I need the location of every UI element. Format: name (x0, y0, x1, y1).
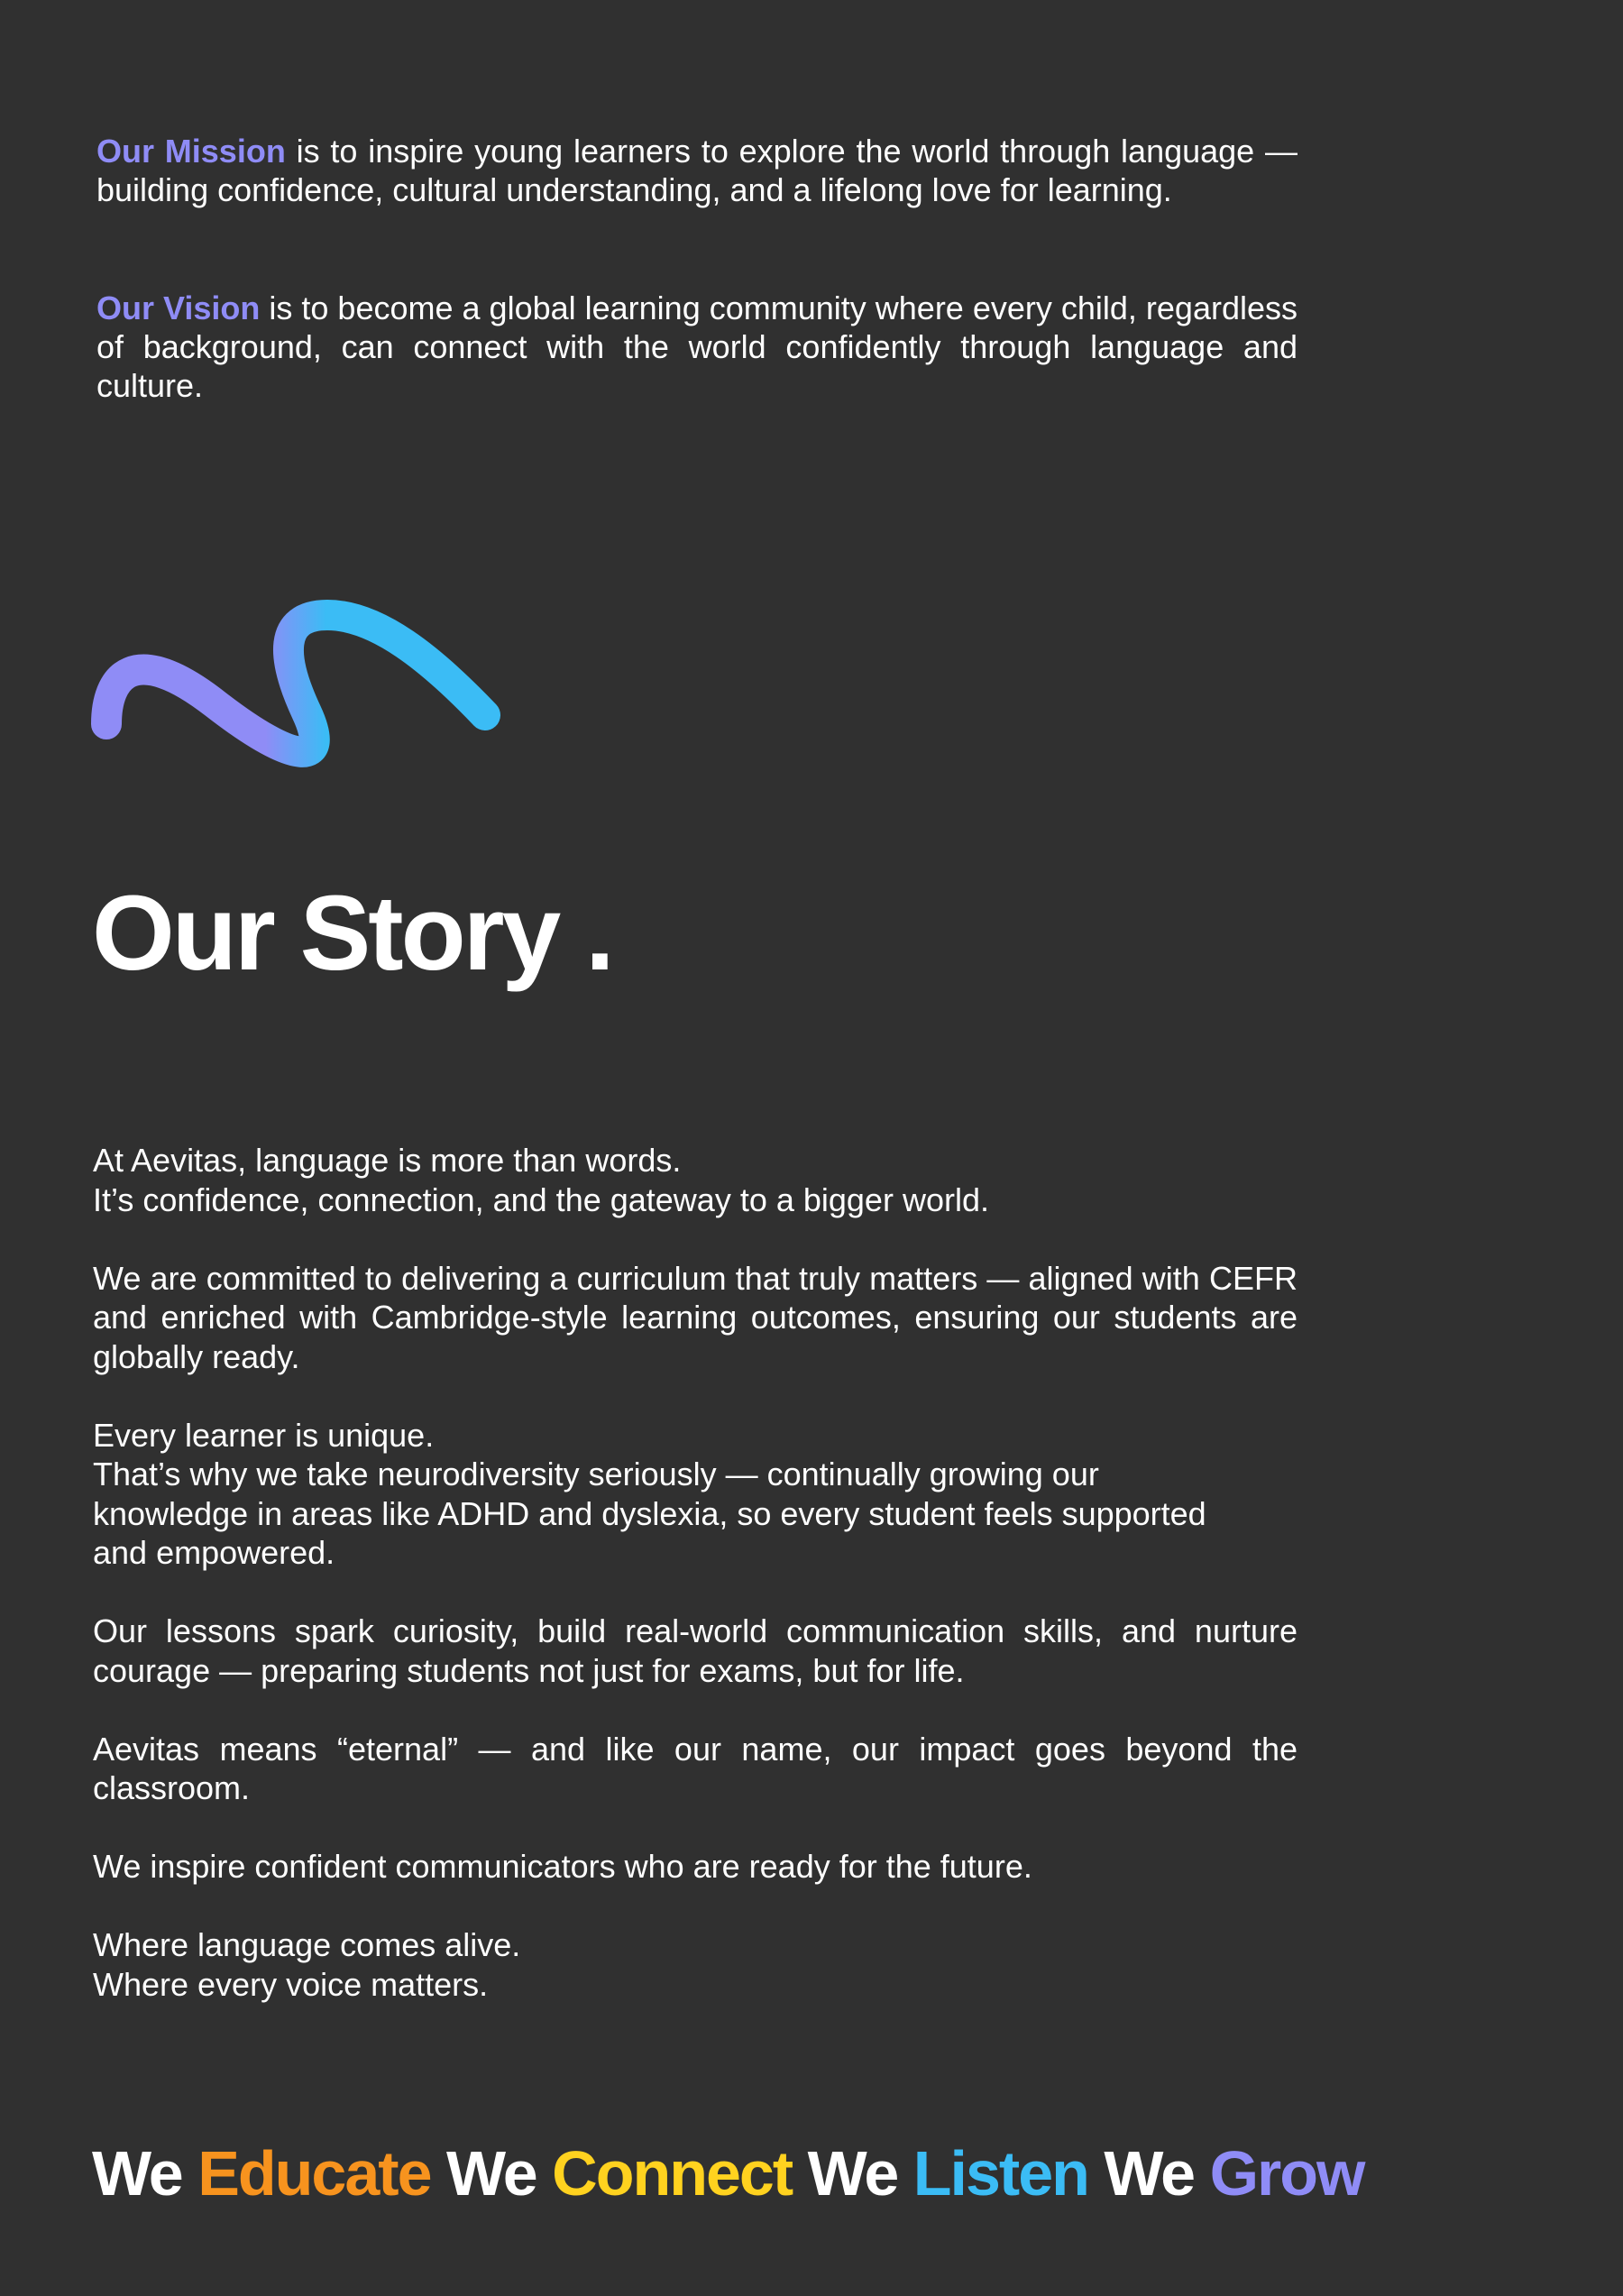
mission-statement (96, 132, 1297, 209)
tagline-word-educate: Educate (197, 2138, 431, 2209)
story-paragraph (93, 1259, 1297, 1377)
tagline (92, 2133, 1363, 2214)
mission-label: Our Mission (96, 133, 286, 170)
tagline-word: We (1087, 2138, 1210, 2209)
tagline-word: We (92, 2138, 198, 2209)
story-paragraph (93, 1925, 1297, 2004)
story-line: Every learner is unique. (93, 1416, 435, 1454)
tagline-word-grow: Grow (1209, 2138, 1364, 2209)
story-title: Our Story . (92, 874, 612, 993)
mission-text: is to inspire young learners to explore the world through language — building confidence, cultural understanding, and a lifelong love for learning. (96, 133, 1298, 208)
tagline-word: We (430, 2138, 553, 2209)
tagline-word-listen: Listen (912, 2138, 1088, 2209)
story-line: It’s confidence, connection, and the gateway to a bigger world. (93, 1180, 989, 1218)
vision-label: Our Vision (96, 289, 261, 326)
story-line: That’s why we take neurodiversity seriously — continually growing our knowledge in areas like ADHD and dyslexia, so every student feels supported and empowered. (93, 1456, 1206, 1571)
story-line: We inspire confident communicators who are ready for the future. (93, 1848, 1032, 1885)
story-line: Aevitas means “eternal” — and like our name, our impact goes beyond the classroom. (93, 1730, 1297, 1806)
tagline-word: We (792, 2138, 913, 2209)
story-line: Where language comes alive. (93, 1926, 521, 1963)
story-paragraph (93, 1612, 1297, 1690)
story-paragraph (93, 1730, 1297, 1808)
story-line: At Aevitas, language is more than words. (93, 1142, 682, 1179)
story-body (93, 1141, 1297, 2004)
story-line: Our lessons spark curiosity, build real-world communication skills, and nurture courage — preparing students not just for exams, but for life. (93, 1612, 1297, 1689)
squiggle-wave-icon (88, 577, 509, 785)
story-paragraph (93, 1847, 1297, 1887)
story-paragraph (93, 1416, 1297, 1573)
story-paragraph (93, 1141, 1297, 1219)
tagline-word-connect: Connect (552, 2138, 793, 2209)
story-line: Where every voice matters. (93, 1965, 489, 2003)
vision-text: is to become a global learning community where every child, regardless of background, can connect with the world confidently through language and culture. (96, 289, 1298, 404)
vision-statement (96, 289, 1297, 405)
story-line: We are committed to delivering a curriculum that truly matters — aligned with CEFR and enriched with Cambridge-style learning outcomes, ensuring our students are globally ready. (93, 1259, 1297, 1375)
